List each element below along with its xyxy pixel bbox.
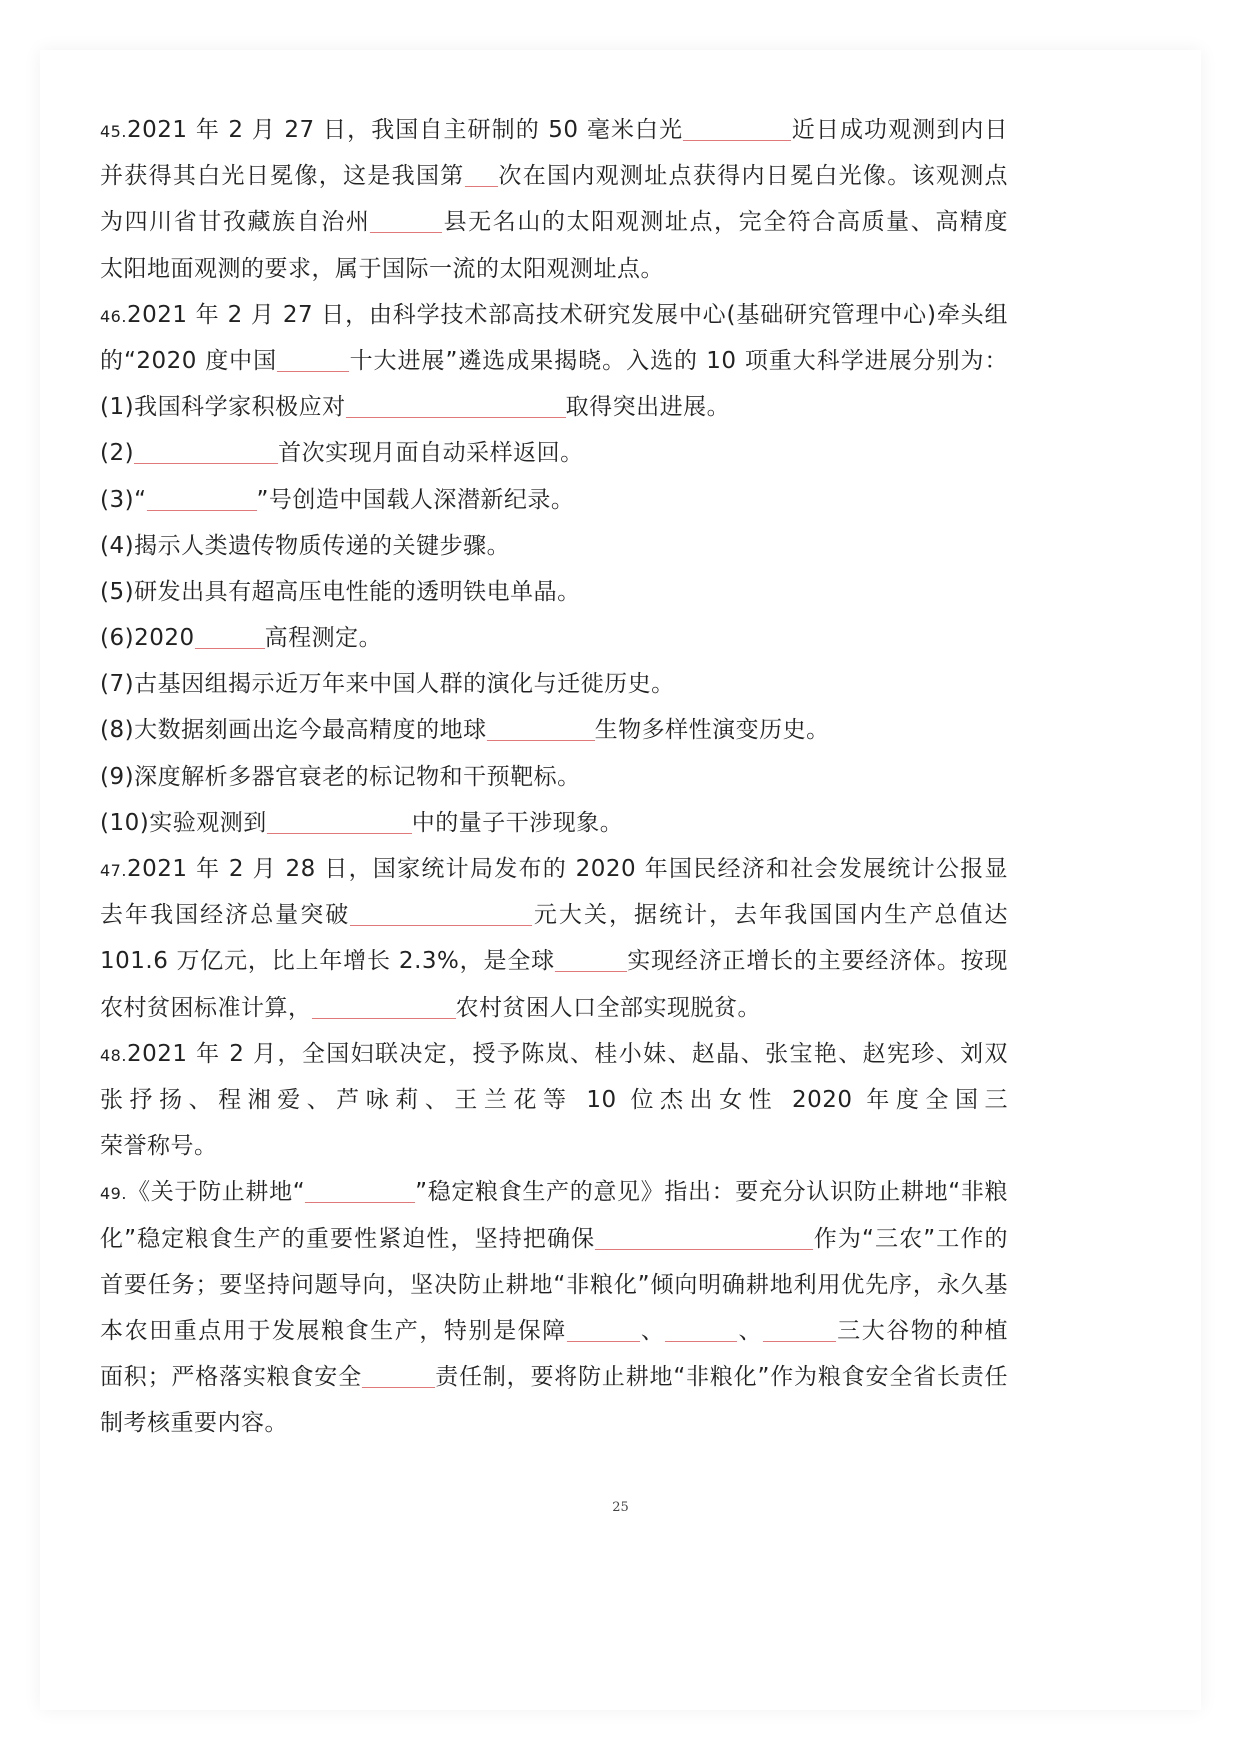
text-line (100, 153, 1008, 199)
text-segment: (7)古基因组揭示近万年来中国人群的演化与迁徙历史。 (100, 671, 675, 698)
fill-in-blank (346, 393, 566, 418)
text-segment: 制考核重要内容。 (100, 1410, 288, 1437)
text-line (100, 985, 1008, 1031)
text-line (100, 569, 1008, 615)
text-segment: 太阳地面观测的要求，属于国际一流的太阳观测址点。 (100, 255, 664, 282)
fill-in-blank (595, 1225, 813, 1250)
text-segment: 2021 年 2 月，全国妇联决定，授予陈岚、桂小妹、赵晶、张宝艳、赵宪珍、刘双 (126, 1040, 1008, 1067)
text-line (100, 107, 1008, 153)
fill-in-blank (147, 486, 257, 511)
text-segment: 县无名山的太阳观测址点，完全符合高质量、高精度 (442, 209, 1008, 236)
text-segment: 2021 年 2 月 27 日，由科学技术部高技术研究发展中心(基础研究管理中心)牵头组 (126, 301, 1008, 328)
text-line (100, 246, 1008, 292)
text-segment: ”稳定粮食生产的意见》指出：要充分认识防止耕地“非粮 (415, 1179, 1008, 1206)
text-line (100, 754, 1008, 800)
fill-in-blank (683, 116, 791, 141)
text-line (100, 1031, 1008, 1077)
text-line (100, 1169, 1008, 1215)
fill-in-blank (277, 347, 349, 372)
text-line (100, 1077, 1008, 1123)
question-number: 48. (100, 1045, 127, 1065)
text-segment: 高程测定。 (264, 625, 383, 652)
text-segment: 为四川省甘孜藏族自治州 (100, 209, 371, 236)
text-segment: (4)揭示人类遗传物质传递的关键步骤。 (100, 532, 511, 559)
text-line (100, 384, 1008, 430)
text-segment: 次在国内观测址点获得内日冕白光像。该观测点 (497, 163, 1008, 190)
fill-in-blank (763, 1317, 836, 1342)
question-number: 49. (100, 1184, 127, 1204)
text-segment: 生物多样性演变历史。 (594, 717, 830, 744)
text-segment: 作为“三农”工作的 (813, 1225, 1008, 1252)
text-segment: (2) (100, 440, 135, 467)
text-segment: (9)深度解析多器官衰老的标记物和干预靶标。 (100, 763, 581, 790)
fill-in-blank (195, 624, 265, 649)
text-segment: 农村贫困标准计算， (100, 994, 312, 1021)
text-segment: 面积；严格落实粮食安全 (100, 1364, 362, 1391)
text-segment: (1)我国科学家积极应对 (100, 394, 346, 421)
fill-in-blank (312, 994, 456, 1019)
text-segment: 、 (737, 1317, 764, 1344)
text-segment: 、 (639, 1317, 666, 1344)
text-line (100, 615, 1008, 661)
page-number: 25 (612, 1500, 629, 1515)
text-line (100, 1262, 1008, 1308)
text-segment: 化”稳定粮食生产的重要性紧迫性，坚持把确保 (100, 1225, 596, 1252)
text-segment: 101.6 万亿元，比上年增长 2.3%，是全球 (100, 948, 555, 975)
fill-in-blank (555, 947, 627, 972)
text-line (100, 292, 1008, 338)
text-line (100, 892, 1008, 938)
text-segment: 近日成功观测到内日 (791, 117, 1008, 143)
text-line (100, 938, 1008, 984)
fill-in-blank (567, 1317, 640, 1342)
fill-in-blank (465, 162, 498, 187)
text-line (100, 661, 1008, 707)
text-segment: (8)大数据刻画出迄今最高精度的地球 (100, 717, 487, 744)
text-segment: 实现经济正增长的主要经济体。按现 (626, 948, 1008, 975)
text-segment: 本农田重点用于发展粮食生产，特别是保障 (100, 1317, 567, 1344)
fill-in-blank (362, 1363, 435, 1388)
text-segment: 荣誉称号。 (100, 1133, 218, 1160)
text-segment: 责任制，要将防止耕地“非粮化”作为粮食安全省长责任 (434, 1364, 1008, 1391)
text-segment: 2021 年 2 月 28 日，国家统计局发布的 2020 年国民经济和社会发展统计公报显 (126, 856, 1008, 882)
fill-in-blank (305, 1178, 415, 1203)
text-segment: 农村贫困人口全部实现脱贫。 (455, 994, 761, 1021)
text-segment: 中的量子干涉现象。 (411, 809, 624, 836)
text-segment: 张抒扬、程湘爱、芦咏莉、王兰花等 10 位杰出女性 2020 年度全国三 (100, 1086, 1008, 1113)
text-segment: 十大进展”遴选成果揭晓。入选的 10 项重大科学进展分别为： (349, 347, 1008, 374)
text-segment: (5)研发出具有超高压电性能的透明铁电单晶。 (100, 578, 581, 605)
text-segment: 元大关，据统计，去年我国国内生产总值达 (532, 902, 1008, 929)
text-segment: (6)2020 (100, 625, 195, 652)
text-line (100, 1216, 1008, 1262)
fill-in-blank (134, 439, 278, 464)
text-segment: 的“2020 度中国 (100, 347, 278, 374)
text-line (100, 1123, 1008, 1169)
text-line (100, 1400, 1008, 1446)
fill-in-blank (665, 1317, 737, 1342)
text-segment: 三大谷物的种植 (836, 1317, 1008, 1344)
question-number: 47. (100, 861, 127, 880)
document-body (100, 107, 1008, 1446)
text-line (100, 846, 1008, 892)
text-segment: (3)“ (100, 486, 147, 513)
text-line (100, 523, 1008, 569)
text-segment: 《关于防止耕地“ (126, 1179, 306, 1206)
text-line (100, 477, 1008, 523)
text-segment: 去年我国经济总量突破 (100, 902, 351, 929)
text-line (100, 199, 1008, 245)
text-segment: 首次实现月面自动采样返回。 (278, 440, 584, 467)
text-segment: 并获得其白光日冕像，这是我国第 (100, 163, 465, 190)
text-line (100, 707, 1008, 753)
text-line (100, 1308, 1008, 1354)
text-line (100, 800, 1008, 846)
fill-in-blank (267, 809, 412, 834)
text-segment: 2021 年 2 月 27 日，我国自主研制的 50 毫米白光 (126, 117, 684, 143)
text-segment: (10)实验观测到 (100, 809, 267, 836)
fill-in-blank (370, 208, 442, 233)
text-line (100, 430, 1008, 476)
text-segment: 取得突出进展。 (565, 394, 731, 421)
question-number: 46. (100, 306, 127, 326)
fill-in-blank (350, 901, 532, 926)
text-segment: 首要任务；要坚持问题导向，坚决防止耕地“非粮化”倾向明确耕地利用优先序，永久基 (100, 1271, 1008, 1298)
text-segment: ”号创造中国载人深潜新纪录。 (256, 486, 575, 513)
text-line (100, 1354, 1008, 1400)
text-line (100, 338, 1008, 384)
question-number: 45. (100, 122, 127, 141)
fill-in-blank (487, 716, 595, 741)
